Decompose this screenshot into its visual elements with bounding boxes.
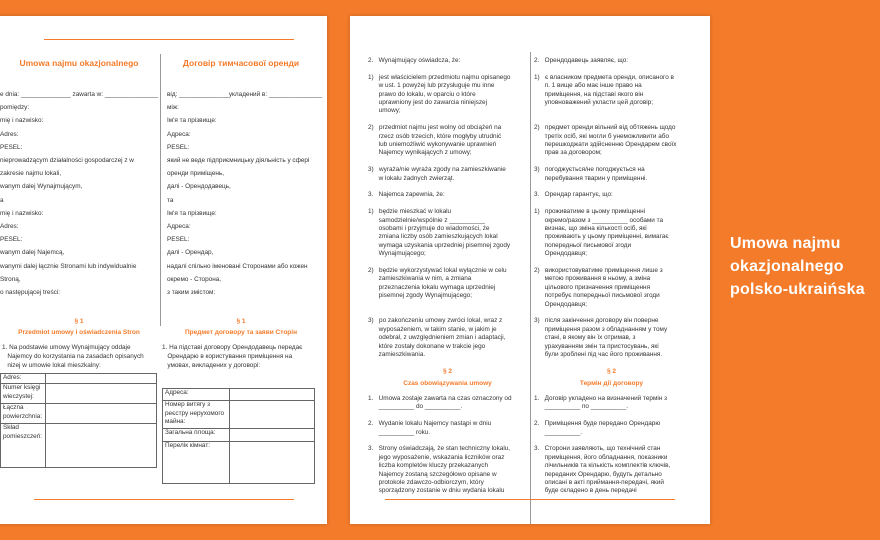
text-line: 2. Приміщення буде передано Орендарю bbox=[534, 420, 661, 428]
text-line: PESEL: bbox=[0, 236, 23, 244]
text-line: цільового призначення приміщення bbox=[534, 283, 651, 291]
text-line: 3. Strony oświadczają, że stan techniczny lokalu, bbox=[368, 445, 511, 453]
text-line: Adres: bbox=[0, 130, 19, 138]
text-line: 1) є власником предмета оренди, описаного в bbox=[534, 73, 674, 81]
text-line: 3) після закінчення договору він поверне bbox=[534, 317, 659, 325]
text-line: 1. На підставі договору Орендодавець передає bbox=[162, 344, 303, 351]
text-line: 3. Najemca zapewnia, że: bbox=[368, 191, 445, 199]
document-page-1 bbox=[0, 16, 327, 524]
title-polish: Umowa najmu okazjonalnego bbox=[19, 58, 139, 68]
text-line: який не веде підприємницьку діяльність у сфері bbox=[167, 157, 310, 164]
text-line: pomiędzy: bbox=[0, 104, 30, 112]
text-line: a bbox=[0, 196, 4, 204]
text-line: описані в акті приймання-передачі, який bbox=[534, 479, 664, 486]
text-line: lub uniemożliwić wykonywanie uprawnień bbox=[368, 141, 497, 148]
text-line: 1. Umowa zostaje zawarta na czas oznaczony od bbox=[368, 395, 512, 402]
text-line: та bbox=[167, 196, 174, 204]
table-cell-label: Номер витягу з реєстру нерухомого майна: bbox=[163, 401, 230, 429]
text-line: Wynajmującego; bbox=[368, 250, 426, 258]
text-line: odebrał, z uwzględnieniem zmian i adaptacji, bbox=[368, 334, 506, 342]
text-line: w lokalu żadnych zwierząt. bbox=[368, 174, 455, 182]
text-line: liczba kompletów kluczy przekazanych bbox=[368, 462, 489, 470]
text-line: __________. bbox=[534, 428, 582, 436]
text-line: Adres: bbox=[0, 223, 19, 230]
bottom-accent-rule bbox=[34, 499, 294, 500]
text-line: e dnia: ______________ zawarta w: _______________ bbox=[0, 91, 159, 98]
text-line: перешкоджати здійсненню Орендарем своїх bbox=[534, 141, 677, 148]
text-line: переданих Орендарю, будуть детально bbox=[534, 470, 662, 478]
title-ukrainian: Договір тимчасової оренди bbox=[182, 58, 300, 68]
text-line: __________ по __________. bbox=[534, 403, 629, 411]
text-line: Орендодавця; bbox=[534, 300, 587, 308]
text-line: від: ______________укладений в: _______________ bbox=[167, 91, 323, 98]
text-line: 2) będzie wykorzystywać lokal wyłącznie w celu bbox=[368, 267, 507, 274]
text-line: Адреса: bbox=[167, 130, 191, 138]
text-line: метою проживання в ньому, а зміна bbox=[534, 275, 651, 283]
section-heading-pl: Czas obowiązywania umowy bbox=[403, 380, 492, 387]
text-line: wanymi dalej łącznie Stronami lub indywidualnie bbox=[0, 262, 137, 270]
text-line: jego wyposażenie, wskazania liczników oraz bbox=[368, 453, 505, 461]
section-heading-pl: Przedmiot umowy i oświadczenia Stron bbox=[18, 329, 140, 336]
text-line: далі - Орендодавець, bbox=[167, 183, 231, 191]
text-line: wanym dalej Wynajmującym, bbox=[0, 183, 83, 191]
text-line: перебування тварин у приміщенні. bbox=[534, 174, 648, 182]
text-line: zmiana liczby osób zamieszkujących lokal bbox=[368, 233, 498, 241]
text-line: o następującej treści: bbox=[0, 289, 61, 296]
text-line: uprawniony jest do zawarcia niniejszej bbox=[368, 99, 487, 106]
text-line: zamieszkiwania w nim, a zmiana bbox=[368, 275, 472, 283]
text-line: 3) погоджується/не погоджується на bbox=[534, 166, 645, 174]
text-line: PESEL: bbox=[0, 143, 23, 151]
text-line: Stroną, bbox=[0, 275, 21, 283]
section-number-pl: § 2 bbox=[442, 368, 453, 375]
property-table-polish bbox=[0, 373, 157, 468]
property-table-ukrainian bbox=[162, 388, 315, 484]
text-line: mię i nazwisko: bbox=[0, 209, 44, 217]
text-line: prawo do lokalu, w oparciu o które bbox=[368, 90, 476, 98]
table-cell-label: Skład pomieszczeń: bbox=[1, 424, 46, 468]
text-line: далі - Орендар, bbox=[167, 249, 214, 257]
text-line: 3. Сторони заявляють, що технічний стан bbox=[534, 445, 661, 453]
side-title bbox=[730, 232, 865, 301]
text-line: pisemnej zgody Wynajmującego; bbox=[368, 292, 473, 300]
text-line: 3. Орендар гарантує, що: bbox=[534, 191, 613, 199]
text-line: потребує попередньої письмової згоди bbox=[534, 292, 660, 300]
text-line: 1) проживатиме в цьому приміщенні bbox=[534, 208, 646, 216]
top-accent-rule bbox=[44, 39, 294, 40]
side-title-line: Umowa najmu bbox=[730, 235, 841, 252]
text-line: Najemcy wynikających z umowy; bbox=[368, 149, 472, 157]
text-line: w ust. 1 powyżej lub przysługuje mu inne bbox=[368, 82, 495, 90]
section-number-uk: § 1 bbox=[236, 318, 246, 325]
text-line: Ім'я та прізвище: bbox=[167, 117, 217, 125]
text-line: лічильників та кількість комплектів ключів, bbox=[534, 462, 671, 470]
text-line: 2) предмет оренди вільний від обтяжень щодо bbox=[534, 124, 676, 132]
text-line: 1. Na podstawie umowy Wynajmujący oddaje bbox=[2, 344, 131, 351]
text-line: umowy; bbox=[368, 107, 401, 115]
text-line: проживають у цьому приміщенні, вимагає bbox=[534, 233, 669, 241]
column-divider bbox=[530, 52, 531, 524]
text-line: Орендодавця; bbox=[534, 250, 587, 258]
text-line: надалі спільно іменовані Сторонами або кожен bbox=[167, 262, 308, 270]
text-line: Ім'я та прізвище: bbox=[167, 209, 217, 217]
text-line: стані, в якому він їх отримав, з bbox=[534, 334, 636, 342]
text-line: приміщення разом з обладнанням у тому bbox=[534, 325, 668, 333]
text-line: Najemcy zostaną szczegółowo opisane w bbox=[368, 470, 497, 478]
table-cell-label: Łączna powierzchnia: bbox=[1, 404, 46, 424]
text-line: 2) використовуватиме приміщення лише з bbox=[534, 267, 663, 274]
document-page-2 bbox=[350, 16, 710, 524]
text-line: 2. Wydanie lokalu Najemcy nastąpi w dniu bbox=[368, 420, 492, 428]
text-line: mię i nazwisko: bbox=[0, 117, 44, 125]
text-line: 1) jest właścicielem przedmiotu najmu opisanego bbox=[368, 73, 511, 81]
text-line: nizej w umowie lokal mieszkalny: bbox=[2, 362, 101, 370]
text-line: урахуванням змін та пристосувань, які bbox=[534, 342, 659, 350]
table-cell-label: Adres: bbox=[1, 374, 46, 384]
section-number-uk: § 2 bbox=[606, 368, 617, 375]
text-line: між: bbox=[167, 104, 179, 112]
text-line: sporządzony zostanie w dniu wydania lokalu bbox=[368, 487, 505, 495]
text-line: умовах, викладених у договорі: bbox=[162, 362, 261, 370]
text-line: 2. Орендодавець заявляє, що: bbox=[534, 57, 629, 64]
text-line: оренди приміщень, bbox=[167, 170, 225, 178]
text-line: буде складено в день передачі bbox=[534, 487, 637, 495]
text-line: PESEL: bbox=[167, 143, 190, 151]
text-line: були зроблені під час його проживання. bbox=[534, 351, 663, 358]
text-line: визнає, що зміна кількості осіб, які bbox=[534, 225, 647, 232]
text-line: окремо - Сторона, bbox=[167, 275, 222, 283]
section-number-pl: § 1 bbox=[74, 318, 84, 325]
column-divider bbox=[160, 54, 161, 326]
text-line: które zostały dokonane w trakcie jego bbox=[368, 342, 486, 350]
text-line: з таким змістом: bbox=[167, 289, 216, 296]
text-line: protokole zdawczo-odbiorczym, który bbox=[368, 479, 484, 486]
table-cell-label: Перелік кімнат: bbox=[163, 442, 230, 484]
text-line: osobami i przyjmuje do wiadomości, że bbox=[368, 225, 490, 232]
text-line: nieprowadzącym działalności gospodarczej z w bbox=[0, 157, 134, 164]
text-line: zakresie najmu lokali, bbox=[0, 170, 62, 178]
text-line: 1. Договір укладено на визначений термін з bbox=[534, 395, 668, 402]
text-line: приміщення, його обладнання, показники bbox=[534, 453, 668, 461]
text-line: 3) po zakończeniu umowy zwróci lokal, wraz z bbox=[368, 317, 503, 325]
text-line: wyposażeniem, w takim stanie, w jakim je bbox=[368, 325, 497, 333]
section-heading-uk: Предмет договору та заяви Сторін bbox=[184, 329, 297, 336]
table-cell-label: Адреса: bbox=[163, 389, 230, 401]
bottom-accent-rule bbox=[385, 499, 675, 500]
text-line: __________ do __________. bbox=[368, 403, 463, 411]
text-line: przeznaczenia lokalu wymaga uprzedniej bbox=[368, 283, 496, 291]
text-line: третіх осіб, які могли б унеможливити або bbox=[534, 132, 670, 140]
text-line: Орендарю в користування приміщення на bbox=[162, 353, 293, 361]
text-line: приміщення, на підставі якого він bbox=[534, 90, 644, 98]
text-line: Адреса: bbox=[167, 223, 191, 230]
text-line: п. 1 вище або має інше право на bbox=[534, 82, 642, 90]
text-line: Najemcy do korzystania na zasadach opisanych bbox=[2, 353, 144, 361]
side-title-line: polsko-ukraińska bbox=[730, 281, 865, 298]
text-line: wanym dalej Najemcą, bbox=[0, 249, 65, 257]
text-line: уповноважений укласти цей договір; bbox=[534, 99, 653, 106]
text-line: 1) będzie mieszkać w lokalu bbox=[368, 208, 452, 216]
text-line: попередньої письмової згоди bbox=[534, 241, 632, 249]
text-line: PESEL: bbox=[167, 236, 190, 244]
table-cell-label: Загальна площа: bbox=[163, 429, 230, 442]
text-line: samodzielnie/wspólnie z __________ bbox=[368, 216, 485, 224]
side-title-line: okazjonalnego bbox=[730, 258, 844, 275]
text-line: окремо/разом з __________ особами та bbox=[534, 216, 664, 224]
text-line: zamieszkiwania. bbox=[368, 351, 426, 358]
text-line: wymaga uzyskania uprzedniej pisemnej zgody bbox=[368, 241, 511, 249]
text-line: rzecz osób trzecich, które mogłyby utrudnić bbox=[368, 132, 502, 140]
section-heading-uk: Термін дії договору bbox=[579, 380, 644, 387]
table-cell-label: Numer księgi wieczystej: bbox=[1, 384, 46, 404]
text-line: 2) przedmiot najmu jest wolny od obciążeń na bbox=[368, 124, 502, 132]
text-line: 3) wyraża/nie wyraża zgody na zamieszkiwanie bbox=[368, 166, 506, 174]
text-line: прав за договором; bbox=[534, 149, 602, 157]
text-line: __________ roku. bbox=[368, 428, 431, 436]
text-line: 2. Wynajmujący oświadcza, że: bbox=[368, 57, 461, 64]
